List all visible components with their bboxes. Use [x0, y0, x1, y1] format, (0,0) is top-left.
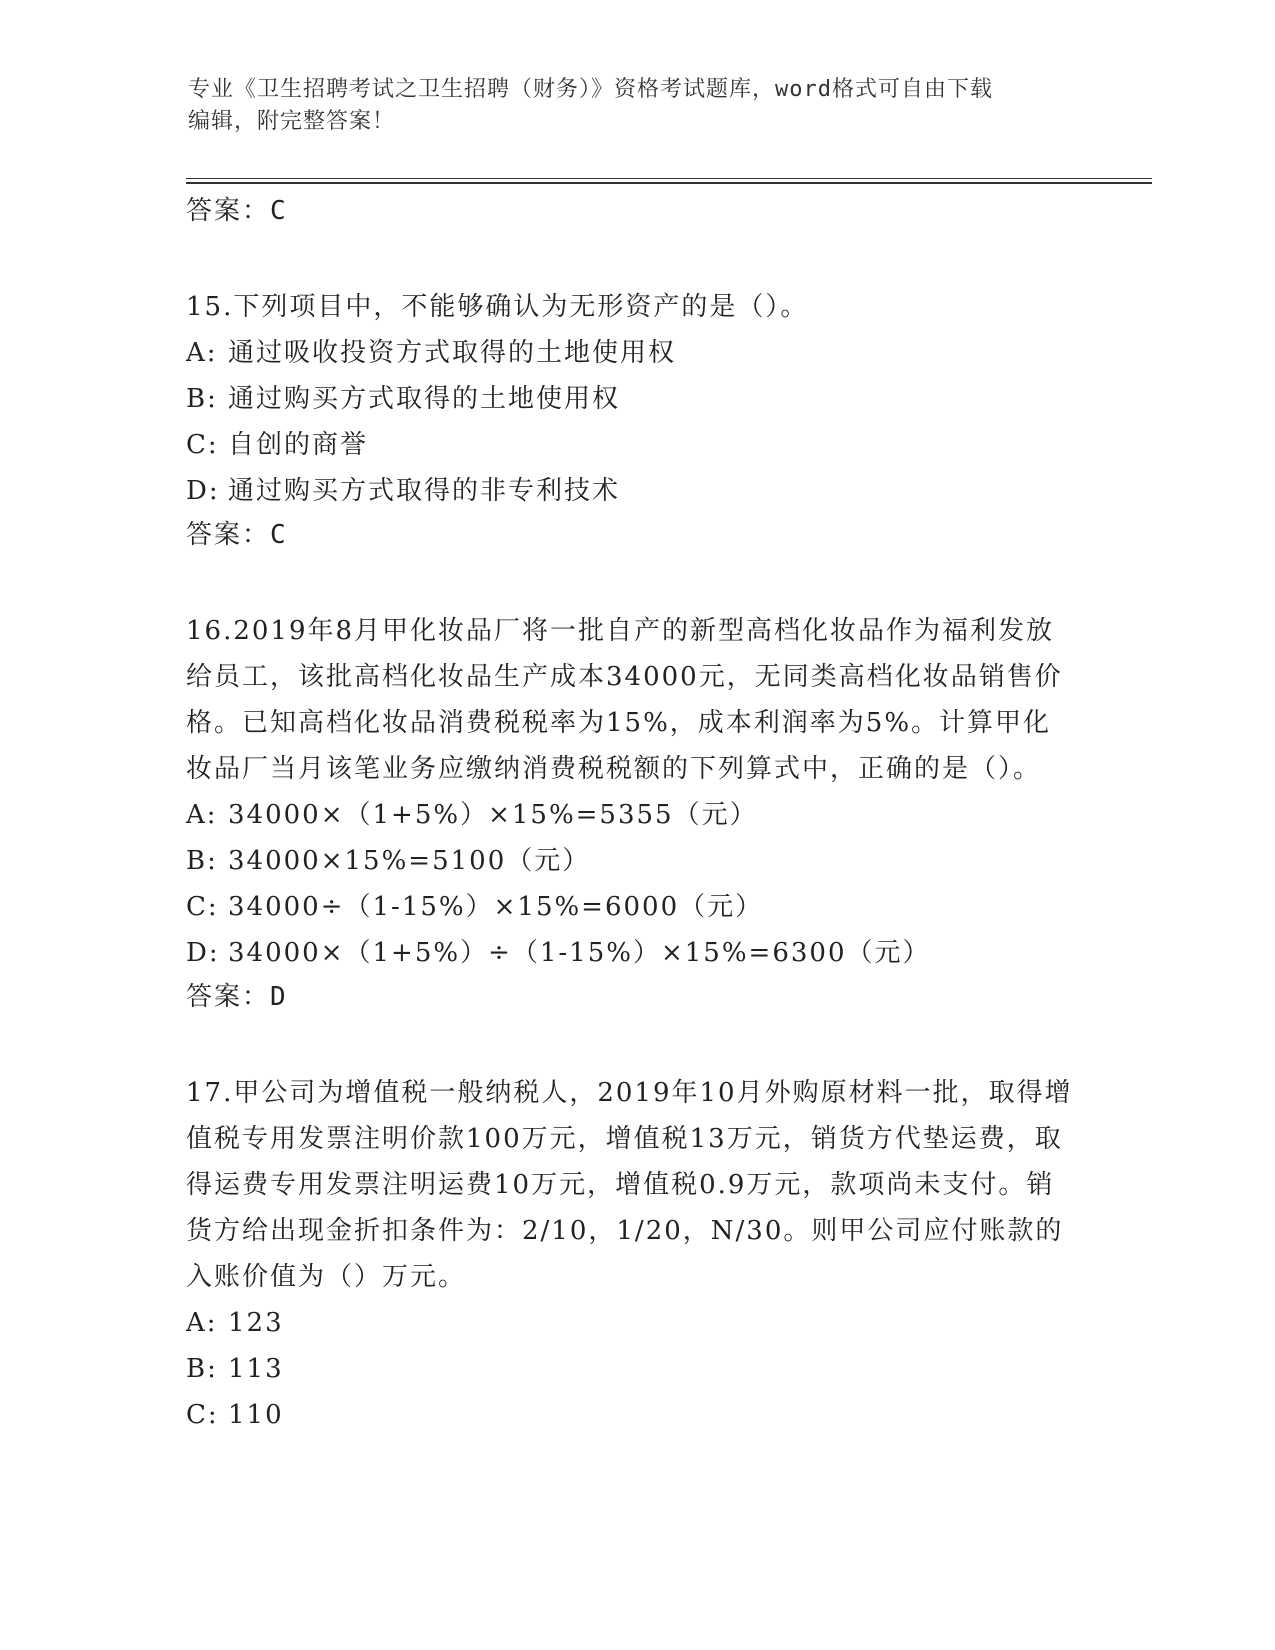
option-letter: D: [186, 938, 220, 968]
header-divider-thin [186, 178, 1152, 179]
option-a [186, 792, 1076, 838]
option-letter: A: [186, 800, 218, 830]
answer-line [186, 976, 1076, 1018]
option-text: 34000×15%=5100（元） [228, 846, 591, 876]
option-letter: A: [186, 338, 218, 368]
option-letter: C: [186, 1400, 219, 1430]
option-text: 113 [228, 1354, 284, 1384]
option-letter: B: [186, 846, 218, 876]
option-text: 34000×（1+5%）×15%=5355（元） [228, 800, 758, 830]
option-text: 34000÷（1-15%）×15%=6000（元） [228, 892, 764, 922]
option-text: 123 [228, 1308, 284, 1338]
answer-line [186, 190, 1076, 232]
option-c [186, 884, 1076, 930]
answer-value: C [270, 520, 288, 550]
option-text: 110 [228, 1400, 284, 1430]
question-17 [186, 1070, 1076, 1438]
answer-label: 答案： [186, 196, 271, 226]
option-letter: B: [186, 384, 218, 414]
option-letter: D: [186, 476, 220, 506]
question-text: 16.2019年8月甲化妆品厂将一批自产的新型高档化妆品作为福利发放给员工，该批高档化妆品生产成本34000元，无同类高档化妆品销售价格。已知高档化妆品消费税税率为15%，成本利润率为5%。计算甲化妆品厂当月该笔业务应缴纳消费税税额的下列算式中，正确的是（）。 [186, 616, 1063, 784]
question-text: 17.甲公司为增值税一般纳税人，2019年10月外购原材料一批，取得增值税专用发票注明价款100万元，增值税13万元，销货方代垫运费，取得运费专用发票注明运费10万元，增值税0.9万元，款项尚未支付。销货方给出现金折扣条件为：2/10，1/20，N/30。则甲公司应付账款的入账价值为（）万元。 [186, 1078, 1073, 1292]
answer-line [186, 514, 1076, 556]
option-b [186, 838, 1076, 884]
header-divider-thick [186, 182, 1152, 184]
answer-value: C [270, 196, 288, 226]
question-15 [186, 284, 1076, 556]
answer-value: D [270, 982, 288, 1012]
option-text: 通过吸收投资方式取得的土地使用权 [228, 338, 677, 368]
document-header [188, 74, 1068, 138]
option-c [186, 422, 1076, 468]
answer-label: 答案： [186, 520, 271, 550]
option-text: 34000×（1+5%）÷（1-15%）×15%=6300（元） [228, 938, 931, 968]
option-text: 自创的商誉 [228, 430, 369, 460]
question-text: 15.下列项目中，不能够确认为无形资产的是（）。 [186, 292, 809, 322]
option-text: 通过购买方式取得的非专利技术 [228, 476, 621, 506]
option-letter: C: [186, 430, 219, 460]
answer-label: 答案： [186, 982, 271, 1012]
option-d [186, 930, 1076, 976]
option-d [186, 468, 1076, 514]
option-text: 通过购买方式取得的土地使用权 [228, 384, 621, 414]
option-letter: C: [186, 892, 219, 922]
option-letter: A: [186, 1308, 218, 1338]
header-line-1: 专业《卫生招聘考试之卫生招聘（财务）》资格考试题库，word格式可自由下载 [188, 77, 993, 102]
option-c [186, 1392, 1076, 1438]
document-body [186, 190, 1076, 1438]
option-b [186, 1346, 1076, 1392]
option-letter: B: [186, 1354, 218, 1384]
option-a [186, 330, 1076, 376]
question-16 [186, 608, 1076, 1018]
option-a [186, 1300, 1076, 1346]
header-line-2: 编辑，附完整答案！ [188, 109, 396, 134]
option-b [186, 376, 1076, 422]
